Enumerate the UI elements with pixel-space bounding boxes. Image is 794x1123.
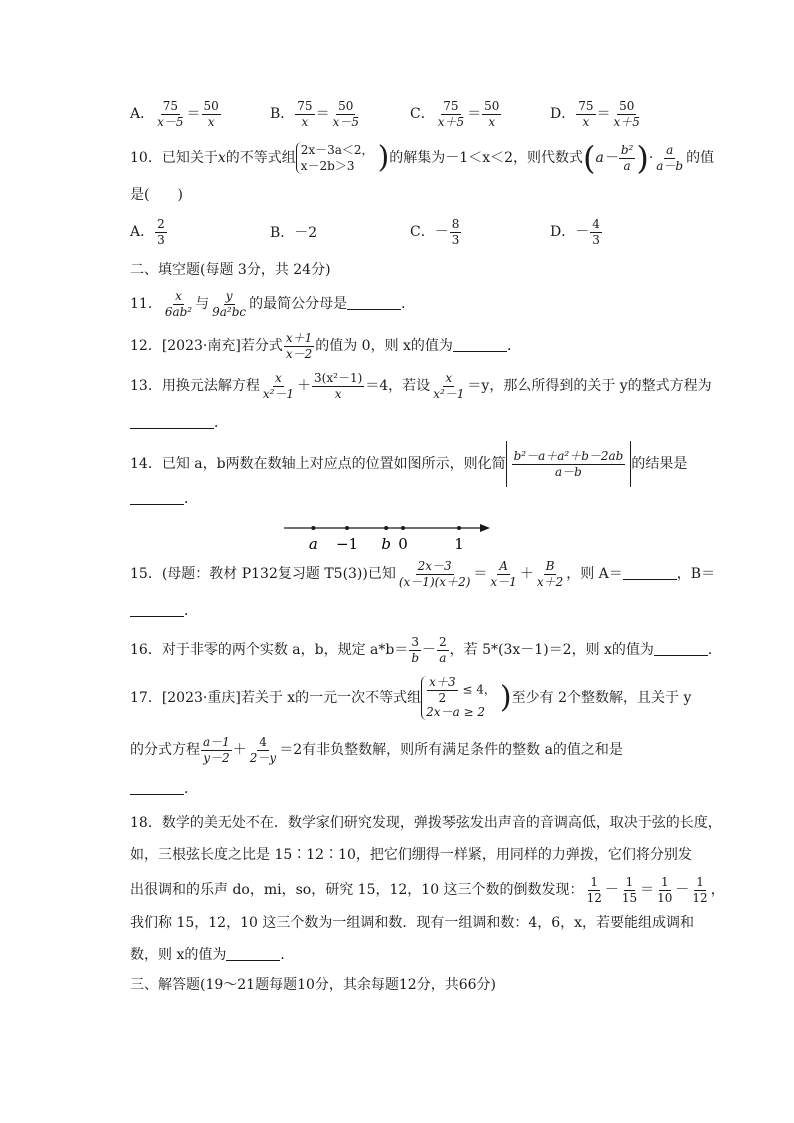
number-line-point — [345, 526, 349, 530]
fraction: $\frac{1}{15}$ — [621, 875, 638, 905]
fraction: $\frac{50}{x-5}$ — [332, 99, 359, 129]
fraction: $\frac{x+1}{x-2}$ — [285, 331, 313, 361]
q12: 12．[2023·南充]若分式 $\frac{x+1}{x-2}$ 的值为 0，则 x的值为 ． — [130, 331, 521, 361]
number-line-label: 0 — [398, 535, 408, 553]
q15: 15．(母题：教材 P132复习题 T5(3))已知 $\frac{2x-3}{(x-1)(x+2)}$ ＝ $\frac{A}{x-1}$ ＋ $\frac{B}{x+2}$ ，则 A＝ ，B＝ — [130, 559, 716, 589]
fraction: $\frac{4}{3}$ — [592, 217, 600, 247]
answer-blank[interactable] — [130, 794, 184, 795]
fraction: $\frac{2x-3}{(x-1)(x+2)}$ — [398, 559, 471, 589]
number-line-point — [457, 526, 461, 530]
fraction: $\frac{50}{x}$ — [484, 99, 500, 129]
fraction: $\frac{8}{3}$ — [451, 217, 460, 247]
fraction: $\frac{A}{x-1}$ — [490, 559, 517, 589]
fraction: $\frac{75}{x+5}$ — [437, 99, 465, 129]
number-line-label: −1 — [335, 535, 359, 553]
answer-blank[interactable] — [226, 960, 280, 961]
q9-option-a: A． $\frac{75}{x-5}$ ＝ $\frac{50}{x}$ — [130, 99, 219, 129]
q13-line2: ． — [130, 416, 228, 430]
fraction: $\frac{\text{b²－a＋a²＋b－2ab}}{a-b}$ — [513, 448, 624, 479]
fraction: $\frac{1}{10}$ — [657, 875, 673, 905]
q17-line3: ． — [130, 782, 198, 796]
number-line-figure — [280, 515, 500, 555]
q18-line2: 如，三根弦长度之比是 15∶12∶10，把它们绷得一样紧，用同样的力弹拨，它们将分别发 — [130, 847, 692, 863]
fraction: $\frac{\text{3(x²－1)}}{x}$ — [314, 371, 363, 401]
fraction: $\frac{75}{x-5}$ — [157, 99, 184, 129]
q14-line2: ． — [130, 492, 198, 506]
number-line-point — [384, 526, 388, 530]
fraction: $\frac{3}{b}$ — [411, 635, 420, 665]
q15-line2: ． — [130, 604, 198, 618]
fraction: $\frac{x}{\text{x²－1}}$ — [262, 371, 295, 401]
fraction: $\frac{a}{a-b}$ — [656, 143, 684, 173]
q9-option-d: D． $\frac{75}{x}$ ＝ $\frac{50}{x+5}$ — [550, 99, 640, 129]
fraction: $\frac{1}{12}$ — [692, 875, 708, 905]
answer-blank[interactable] — [130, 428, 214, 429]
arrow-head-icon — [480, 524, 490, 532]
fraction: $\frac{2}{3}$ — [157, 217, 165, 247]
q14: 14．已知 a，b两数在数轴上对应点的位置如图所示，则化简 $\frac{\text{b²－a＋a²＋b－2ab}}{a-b}$ 的结果是 — [130, 441, 687, 487]
q18-line1: 18．数学的美无处不在．数学家们研究发现，弹拨琴弦发出声音的音调高低，取决于弦的长度， — [130, 815, 722, 831]
q11: 11． $\frac{x}{\text{6ab²}}$ 与 $\frac{y}{\text{9a²bc}}$ 的最简公分母是 ． — [130, 289, 416, 319]
q10-stem: 10．已知关于x的不等式组 2x－3a＜2， x－2b＞3 )的解集为－1＜x＜2，则代数式(a－ $\frac{\text{b²}}{a}$ )· $\frac{a}{a-b}$ 的值 — [130, 139, 715, 178]
fraction: $\frac{2}{a}$ — [439, 635, 447, 665]
q10-stem-line2: 是( ) — [130, 187, 183, 203]
q10-option-a: A． $\frac{2}{3}$ — [130, 217, 165, 247]
q17: 17．[2023·重庆]若关于 x的一元一次不等式组 $\frac{x+3}{2}$ ≤ 4， 2x－a ≥ 2 )至少有 2个整数解，且关于 y — [130, 675, 692, 720]
q10-option-d: D．－ $\frac{4}{3}$ — [550, 217, 600, 247]
fraction: $\frac{x}{\text{6ab²}}$ — [164, 289, 193, 319]
q17-line2: 的分式方程 $\frac{a-1}{y-2}$ ＋ $\frac{4}{2-y}$ ＝2有非负整数解，则所有满足条件的整数 a的值之和是 — [130, 735, 623, 765]
q18-line3: 出很调和的乐声 do，mi，so，研究 15，12，10 这三个数的倒数发现： $\frac{1}{12}$ － $\frac{1}{15}$ ＝ $\frac{1}{10}$ － $\frac{1}{12}$ ， — [130, 875, 725, 905]
q10-option-c: C．－ $\frac{8}{3}$ — [410, 217, 460, 247]
fraction: $\frac{75}{x}$ — [297, 99, 313, 129]
q18-line5: 数，则 x的值为 ． — [130, 947, 295, 963]
fraction: $\frac{75}{x}$ — [578, 99, 594, 129]
q18-line4: 我们称 15，12，10 这三个数为一组调和数．现有一组调和数：4，6，x，若要能组成调和 — [130, 915, 695, 931]
number-line-label: b — [381, 535, 392, 553]
fraction: $\frac{50}{x+5}$ — [613, 99, 640, 129]
inequality-system: 2x－3a＜2， x－2b＞3 — [296, 142, 378, 174]
number-line-label: a — [308, 535, 318, 553]
fraction: $\frac{y}{\text{9a²bc}}$ — [212, 289, 247, 319]
fraction: $\frac{a-1}{y-2}$ — [203, 735, 230, 765]
fraction: $\frac{B}{x+2}$ — [536, 559, 564, 589]
fraction: $\frac{50}{x}$ — [203, 99, 219, 129]
q10-option-b: B．－2 — [270, 225, 318, 241]
section-heading-solutions: 三、解答题(19～21题每题10分，其余每题12分，共66分) — [130, 977, 496, 993]
q9-option-b: B． $\frac{75}{x}$ ＝ $\frac{50}{x-5}$ — [270, 99, 359, 129]
answer-blank[interactable] — [130, 616, 184, 617]
section-heading-fill-in: 二、填空题(每题 3分，共 24分) — [130, 262, 331, 278]
q16: 16．对于非零的两个实数 a，b，规定 a*b＝ $\frac{3}{b}$ － $\frac{2}{a}$ ，若 5*(3x－1)＝2，则 x的值为 ． — [130, 635, 722, 665]
q13: 13．用换元法解方程 $\frac{x}{\text{x²－1}}$ ＋ $\frac{\text{3(x²－1)}}{x}$ ＝4，若设 $\frac{x}{\text{x²－1}}$ ＝y，那么所得到的关于 y的整式方程为 — [130, 371, 712, 401]
fraction: $\frac{x}{\text{x²－1}}$ — [433, 371, 465, 401]
answer-blank[interactable] — [623, 579, 677, 580]
answer-blank[interactable] — [453, 351, 507, 352]
fraction: $\frac{x+3}{2}$ — [429, 675, 456, 705]
number-line-point — [401, 526, 405, 530]
answer-blank[interactable] — [130, 504, 184, 505]
inequality-system: $\frac{x+3}{2}$ ≤ 4， 2x－a ≥ 2 — [421, 676, 500, 720]
absolute-value — [506, 441, 632, 487]
answer-blank[interactable] — [654, 655, 708, 656]
answer-blank[interactable] — [347, 309, 401, 310]
fraction: $\frac{\text{b²}}{a}$ — [620, 143, 634, 173]
q9-option-c: C． $\frac{75}{x+5}$ ＝ $\frac{50}{x}$ — [410, 99, 500, 129]
fraction: $\frac{1}{12}$ — [586, 875, 602, 905]
number-line-point — [311, 526, 315, 530]
number-line-label: 1 — [454, 535, 464, 553]
fraction: $\frac{4}{2-y}$ — [249, 735, 277, 765]
